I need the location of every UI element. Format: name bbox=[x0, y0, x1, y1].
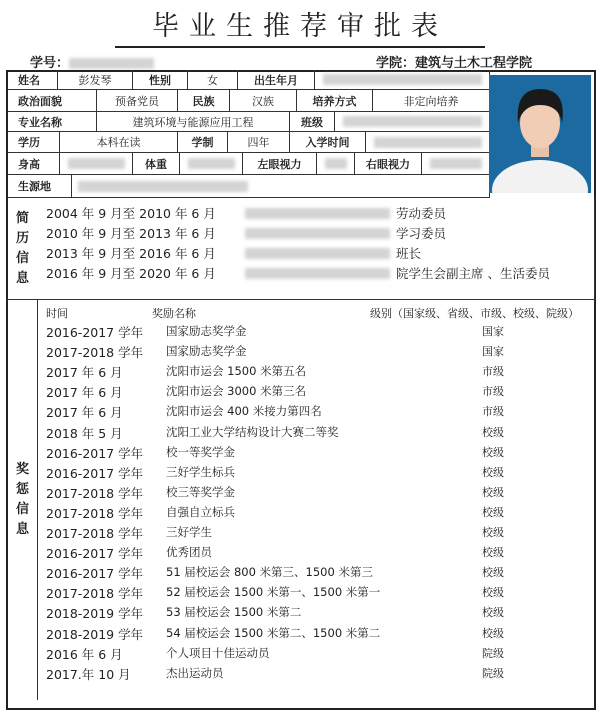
award-time: 2017-2018 学年 bbox=[46, 586, 144, 602]
redacted-value bbox=[60, 153, 133, 175]
student-id-label: 学号： bbox=[30, 56, 70, 71]
resume-period: 2016 年 9 月至 2020 年 6 月 bbox=[46, 266, 216, 281]
resume-role: 学习委员 bbox=[396, 226, 447, 241]
redacted-bar bbox=[323, 74, 482, 85]
redacted-value bbox=[317, 153, 355, 175]
redacted-school bbox=[245, 228, 390, 239]
award-name: 国家励志奖学金 bbox=[166, 344, 247, 359]
award-level: 国家 bbox=[482, 325, 504, 338]
award-level: 校级 bbox=[482, 425, 504, 439]
label-length: 学制 bbox=[178, 132, 228, 153]
award-time: 2016-2017 学年 bbox=[46, 325, 144, 340]
redacted-bar bbox=[430, 158, 482, 169]
redacted-value bbox=[72, 175, 490, 198]
resume-label: 简历信息 bbox=[16, 210, 30, 286]
page-title: 毕业生推荐审批表 bbox=[115, 10, 485, 48]
award-level: 院级 bbox=[482, 646, 504, 660]
award-name: 沈阳市运会 1500 米第五名 bbox=[166, 364, 307, 379]
award-time: 2018-2019 学年 bbox=[46, 606, 144, 622]
label-degree: 学历 bbox=[8, 132, 60, 153]
award-time: 2017-2018 学年 bbox=[46, 505, 144, 521]
award-level: 校级 bbox=[482, 505, 504, 519]
award-time: 2017-2018 学年 bbox=[46, 526, 144, 541]
award-name: 杰出运动员 bbox=[166, 665, 224, 680]
label-name: 姓名 bbox=[8, 70, 58, 90]
award-level: 校级 bbox=[482, 546, 504, 560]
award-level: 校级 bbox=[482, 606, 504, 620]
award-time: 2018-2019 学年 bbox=[46, 626, 144, 642]
label-gender: 性别 bbox=[133, 70, 188, 90]
college-value: 建筑与土木工程学院 bbox=[415, 56, 533, 71]
award-time: 2016 年 6 月 bbox=[46, 646, 123, 662]
awards-label: 奖惩信息 bbox=[16, 462, 30, 537]
label-birth: 出生年月 bbox=[238, 70, 315, 90]
student-photo bbox=[489, 75, 591, 193]
value-name: 彭发琴 bbox=[58, 70, 133, 90]
student-id-redacted bbox=[69, 58, 154, 69]
portrait-icon bbox=[489, 75, 591, 193]
redacted-school bbox=[245, 248, 390, 259]
redacted-school bbox=[245, 208, 390, 219]
awards-section bbox=[6, 300, 38, 700]
award-time: 2016-2017 学年 bbox=[46, 465, 144, 481]
award-level: 市级 bbox=[482, 365, 504, 379]
award-level: 校级 bbox=[482, 626, 504, 640]
label-height: 身高 bbox=[8, 153, 60, 175]
award-level: 市级 bbox=[482, 405, 504, 419]
label-weight: 体重 bbox=[133, 153, 180, 175]
redacted-bar bbox=[78, 181, 248, 192]
resume-period: 2010 年 9 月至 2013 年 6 月 bbox=[46, 226, 216, 241]
award-name: 自强自立标兵 bbox=[166, 504, 235, 519]
award-level: 校级 bbox=[482, 485, 504, 499]
value-training: 非定向培养 bbox=[373, 90, 490, 112]
resume-role: 劳动委员 bbox=[396, 206, 447, 221]
redacted-bar bbox=[343, 116, 482, 127]
label-left-eye: 左眼视力 bbox=[243, 153, 317, 175]
award-level: 市级 bbox=[482, 385, 504, 399]
label-origin: 生源地 bbox=[8, 175, 72, 198]
award-name: 沈阳市运会 3000 米第三名 bbox=[166, 384, 307, 399]
award-time: 2017 年 6 月 bbox=[46, 405, 123, 421]
award-name: 53 届校运会 1500 米第二 bbox=[166, 605, 302, 620]
award-level: 校级 bbox=[482, 445, 504, 459]
awards-header-0: 时间 bbox=[46, 307, 68, 320]
redacted-value bbox=[366, 132, 490, 153]
award-time: 2017 年 6 月 bbox=[46, 385, 123, 401]
award-name: 国家励志奖学金 bbox=[166, 324, 247, 338]
award-time: 2017 年 6 月 bbox=[46, 365, 123, 381]
student-id-row bbox=[30, 52, 154, 71]
label-major: 专业名称 bbox=[8, 112, 97, 132]
label-right-eye: 右眼视力 bbox=[355, 153, 422, 175]
value-ethnic: 汉族 bbox=[230, 90, 297, 112]
resume-role: 院学生会副主席 、生活委员 bbox=[396, 266, 550, 281]
award-level: 校级 bbox=[482, 566, 504, 580]
redacted-bar bbox=[325, 158, 347, 169]
award-level: 国家 bbox=[482, 345, 504, 359]
award-time: 2016-2017 学年 bbox=[46, 546, 144, 562]
award-level: 院级 bbox=[482, 666, 504, 680]
award-level: 校级 bbox=[482, 586, 504, 600]
value-gender: 女 bbox=[188, 70, 238, 90]
label-political: 政治面貌 bbox=[8, 90, 97, 112]
redacted-bar bbox=[68, 158, 125, 169]
awards-header-2: 级别（国家级、省级、市级、校级、院级） bbox=[370, 307, 579, 320]
award-name: 校三等奖学金 bbox=[166, 484, 235, 499]
redacted-school bbox=[245, 268, 390, 279]
award-name: 个人项目十佳运动员 bbox=[166, 645, 270, 660]
value-political: 预备党员 bbox=[97, 90, 178, 112]
redacted-value bbox=[422, 153, 490, 175]
award-name: 沈阳市运会 400 米接力第四名 bbox=[166, 404, 322, 419]
resume-period: 2004 年 9 月至 2010 年 6 月 bbox=[46, 206, 216, 221]
resume-role: 班长 bbox=[396, 246, 422, 261]
value-length: 四年 bbox=[228, 132, 290, 153]
award-name: 三好学生标兵 bbox=[166, 464, 235, 479]
award-time: 2017.年 10 月 bbox=[46, 666, 131, 682]
award-time: 2018 年 5 月 bbox=[46, 425, 123, 441]
label-class: 班级 bbox=[290, 112, 335, 132]
award-time: 2016-2017 学年 bbox=[46, 445, 144, 461]
resume-period: 2013 年 9 月至 2016 年 6 月 bbox=[46, 246, 216, 261]
award-name: 52 届校运会 1500 米第一、1500 米第一 bbox=[166, 585, 381, 600]
redacted-value bbox=[315, 70, 490, 90]
label-training: 培养方式 bbox=[297, 90, 373, 112]
value-major: 建筑环境与能源应用工程 bbox=[97, 112, 290, 132]
award-name: 沈阳工业大学结构设计大赛二等奖 bbox=[166, 424, 339, 439]
award-name: 三好学生 bbox=[166, 525, 212, 539]
award-name: 优秀团员 bbox=[166, 545, 212, 560]
label-enroll: 入学时间 bbox=[290, 132, 366, 153]
redacted-value bbox=[335, 112, 490, 132]
redacted-bar bbox=[188, 158, 235, 169]
redacted-bar bbox=[374, 137, 482, 148]
award-level: 校级 bbox=[482, 465, 504, 479]
value-degree: 本科在读 bbox=[60, 132, 178, 153]
label-ethnic: 民族 bbox=[178, 90, 230, 112]
award-name: 51 届校运会 800 米第三、1500 米第三 bbox=[166, 565, 373, 580]
award-name: 54 届校运会 1500 米第二、1500 米第二 bbox=[166, 625, 381, 640]
redacted-value bbox=[180, 153, 243, 175]
college-label: 学院： bbox=[376, 56, 416, 71]
award-time: 2017-2018 学年 bbox=[46, 485, 144, 501]
award-time: 2017-2018 学年 bbox=[46, 345, 144, 361]
award-time: 2016-2017 学年 bbox=[46, 566, 144, 582]
award-level: 校级 bbox=[482, 526, 504, 539]
college-row bbox=[376, 52, 532, 71]
award-name: 校一等奖学金 bbox=[166, 444, 235, 459]
awards-header-1: 奖励名称 bbox=[152, 307, 196, 320]
